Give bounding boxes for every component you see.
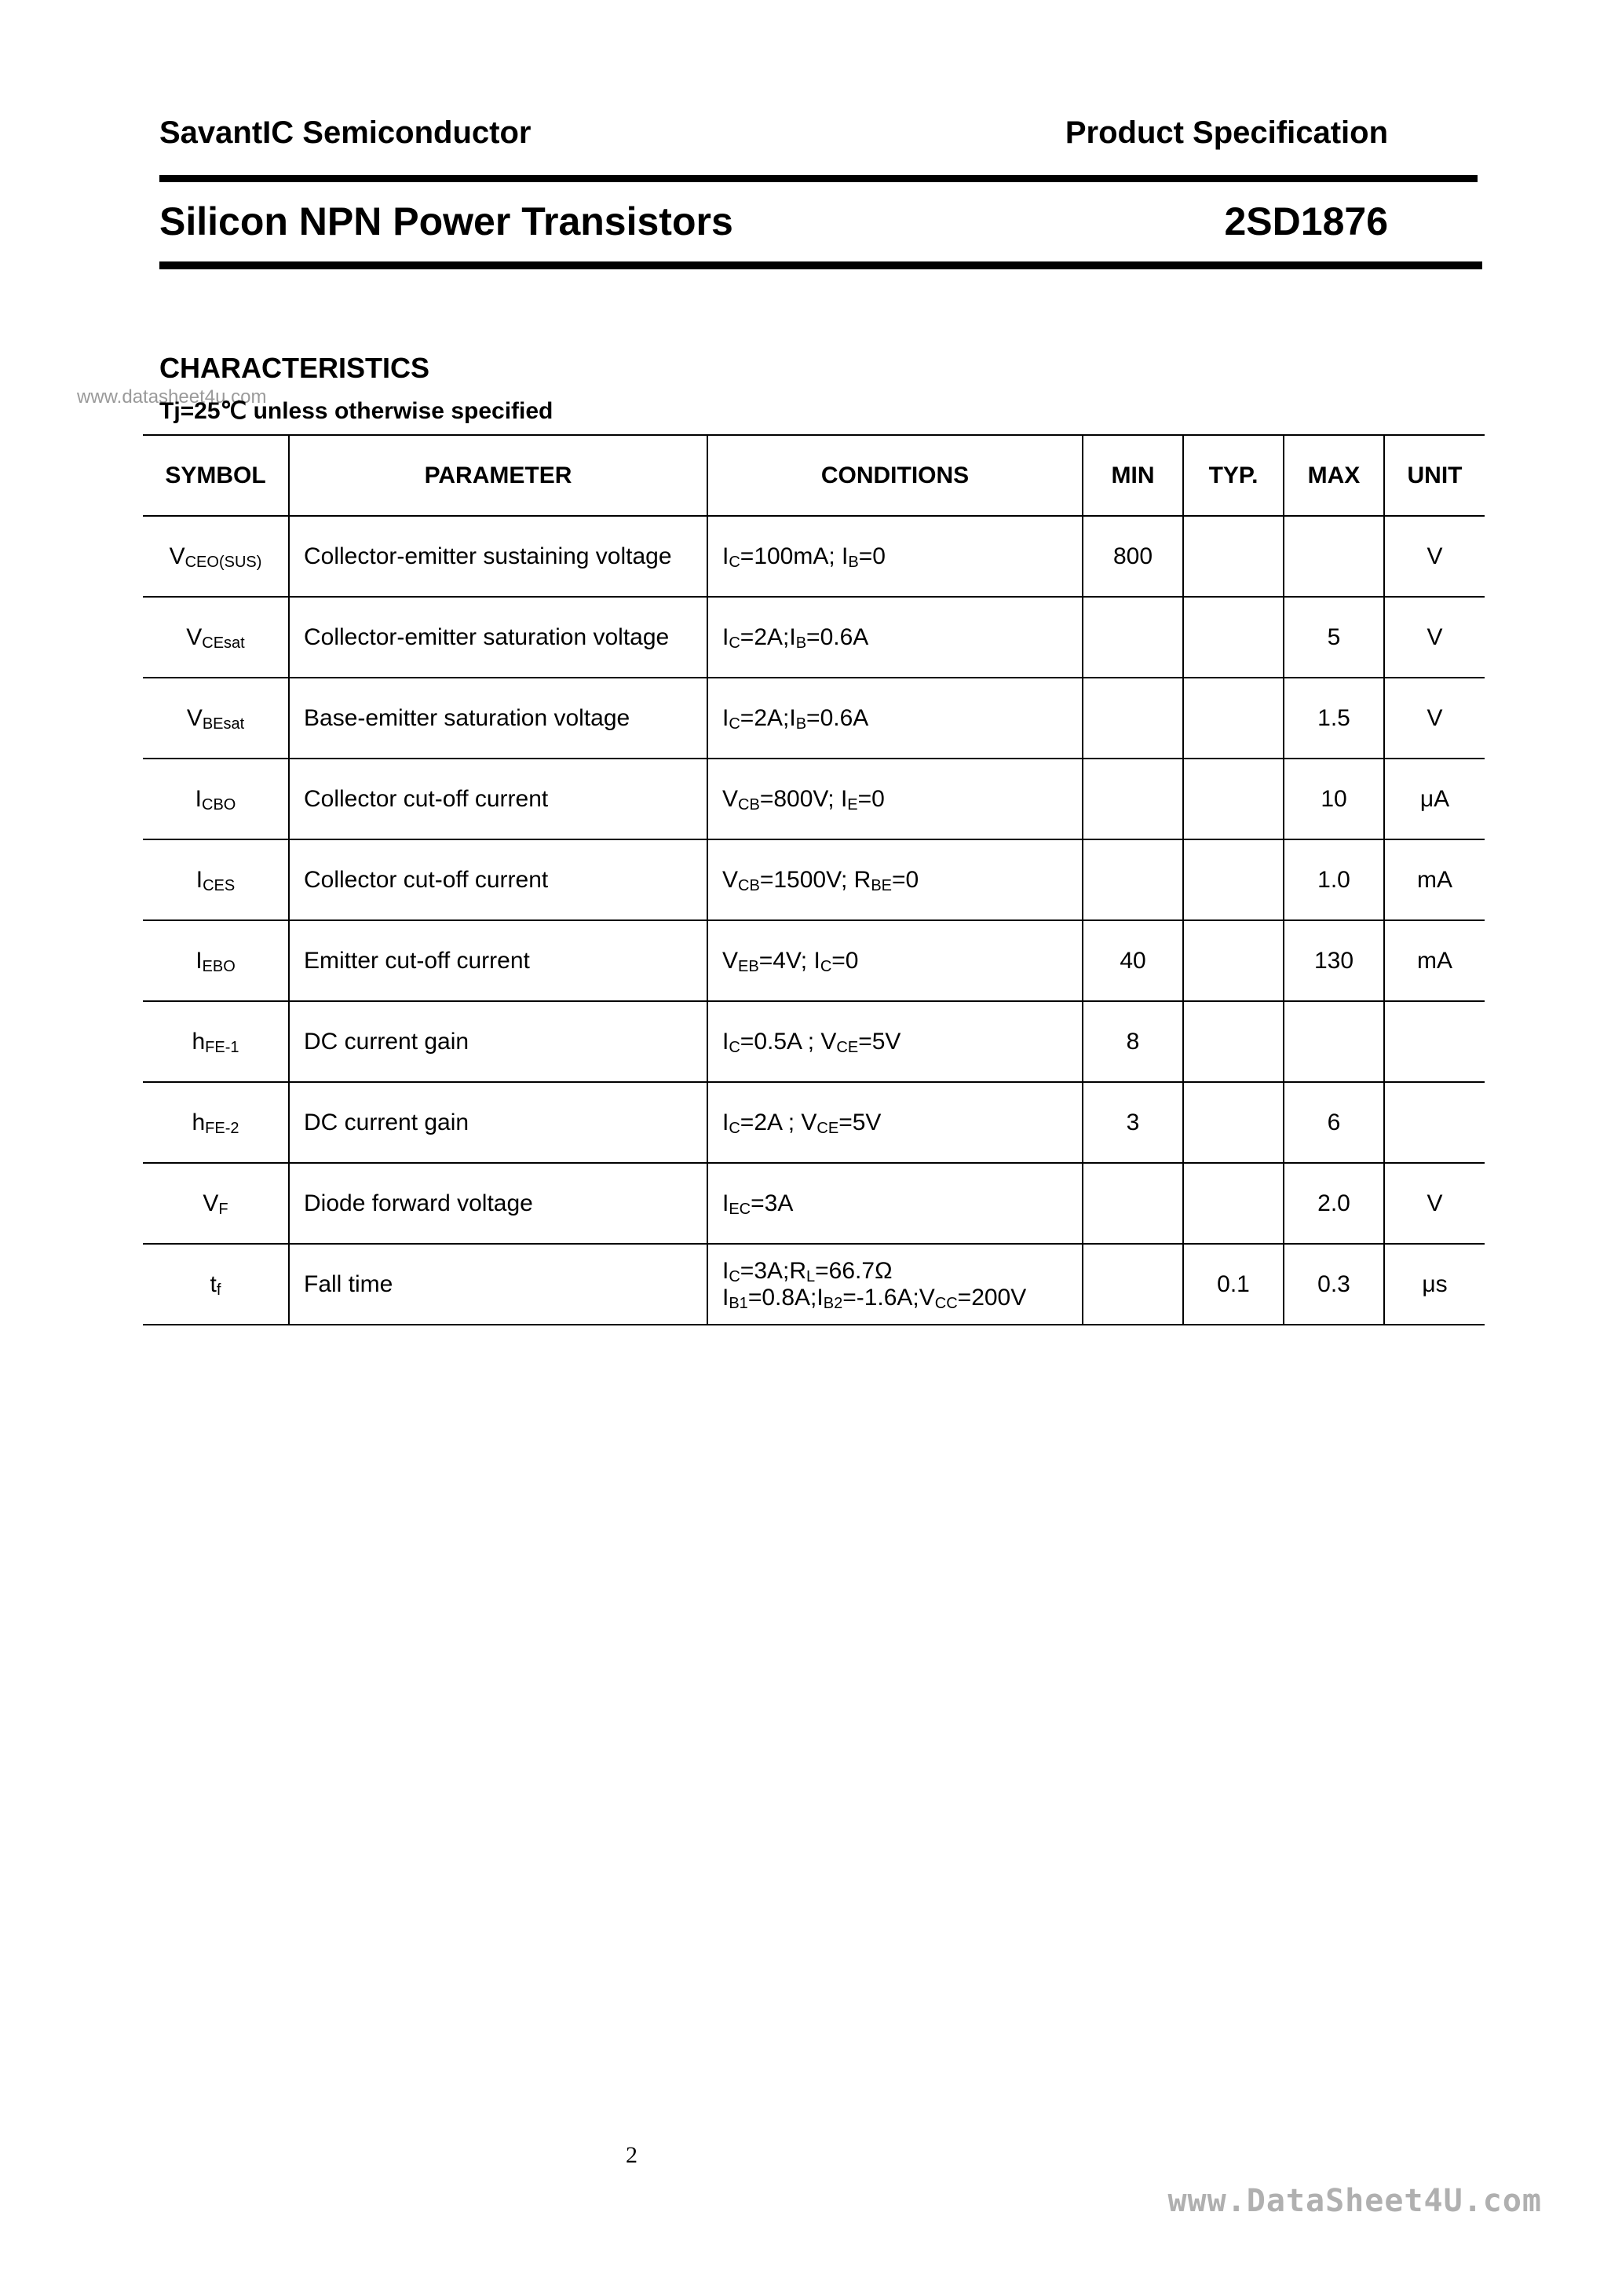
page-number: 2 [626,2142,637,2168]
unit-cell: V [1384,1163,1485,1244]
parameter-cell: Fall time [289,1244,707,1325]
symbol-cell: $I_{EBO}$ [143,920,289,1001]
unit-cell [1384,1082,1485,1163]
max-cell: 2.0 [1284,1163,1384,1244]
symbol-cell: $V_F$ [143,1163,289,1244]
max-cell [1284,516,1384,597]
unit-cell [1384,1001,1485,1082]
typ-cell [1183,597,1284,678]
min-cell [1083,1244,1183,1325]
document-type: Product Specification [1065,115,1388,150]
table-row [143,759,1485,839]
conditions-cell: $I_C=2A;I_B=0.6A$ [707,597,1083,678]
symbol-cell: $h_{FE-1}$ [143,1001,289,1082]
column-header-min: MIN [1083,435,1183,516]
unit-cell: V [1384,678,1485,759]
typ-cell [1183,516,1284,597]
typ-cell [1183,759,1284,839]
watermark-top: www.datasheet4u.com [77,386,267,408]
unit-cell: mA [1384,920,1485,1001]
max-cell [1284,1001,1384,1082]
typ-cell: 0.1 [1183,1244,1284,1325]
unit-cell: μs [1384,1244,1485,1325]
typ-cell [1183,839,1284,920]
symbol-cell: $t_f$ [143,1244,289,1325]
min-cell [1083,678,1183,759]
symbol-cell: $I_{CES}$ [143,839,289,920]
header-rule-top [159,175,1478,182]
parameter-cell: Emitter cut-off current [289,920,707,1001]
unit-cell: V [1384,597,1485,678]
table-row [143,1163,1485,1244]
parameter-cell: DC current gain [289,1001,707,1082]
min-cell: 40 [1083,920,1183,1001]
unit-cell: mA [1384,839,1485,920]
characteristics-table [143,434,1485,1325]
unit-cell: μA [1384,759,1485,839]
symbol-cell: $h_{FE-2}$ [143,1082,289,1163]
table-header-row [143,435,1485,516]
min-cell: 3 [1083,1082,1183,1163]
table-row [143,678,1485,759]
max-cell: 0.3 [1284,1244,1384,1325]
parameter-cell: DC current gain [289,1082,707,1163]
column-header-symbol: SYMBOL [143,435,289,516]
max-cell: 130 [1284,920,1384,1001]
typ-cell [1183,920,1284,1001]
max-cell: 10 [1284,759,1384,839]
table-row [143,839,1485,920]
watermark-bottom: www.DataSheet4U.com [1167,2183,1542,2219]
min-cell [1083,839,1183,920]
parameter-cell: Collector cut-off current [289,759,707,839]
table-row [143,597,1485,678]
min-cell: 8 [1083,1001,1183,1082]
table-row [143,516,1485,597]
conditions-cell: $I_C=0.5A$ ; $V_{CE}=5V$ [707,1001,1083,1082]
conditions-cell: $V_{CB}=800V$; $I_E=0$ [707,759,1083,839]
column-header-unit: UNIT [1384,435,1485,516]
min-cell [1083,1163,1183,1244]
table-row [143,1244,1485,1325]
symbol-cell: $V_{CEO(SUS)}$ [143,516,289,597]
parameter-cell: Diode forward voltage [289,1163,707,1244]
min-cell: 800 [1083,516,1183,597]
part-number: 2SD1876 [1224,199,1388,243]
parameter-cell: Collector-emitter sustaining voltage [289,516,707,597]
column-header-typ: TYP. [1183,435,1284,516]
symbol-cell: $I_{CBO}$ [143,759,289,839]
typ-cell [1183,1163,1284,1244]
parameter-cell: Collector cut-off current [289,839,707,920]
conditions-cell: $I_C=100mA$; $I_B=0$ [707,516,1083,597]
typ-cell [1183,1082,1284,1163]
table-body [143,516,1485,1325]
table-row [143,920,1485,1001]
product-title: Silicon NPN Power Transistors [159,199,733,243]
parameter-cell: Base-emitter saturation voltage [289,678,707,759]
symbol-cell: $V_{CEsat}$ [143,597,289,678]
parameter-cell: Collector-emitter saturation voltage [289,597,707,678]
conditions-cell: $I_C=2A;I_B=0.6A$ [707,678,1083,759]
company-name: SavantIC Semiconductor [159,115,532,150]
table-row [143,1001,1485,1082]
min-cell [1083,597,1183,678]
symbol-cell: $V_{BEsat}$ [143,678,289,759]
table-row [143,1082,1485,1163]
unit-cell: V [1384,516,1485,597]
max-cell: 1.0 [1284,839,1384,920]
max-cell: 1.5 [1284,678,1384,759]
column-header-conditions: CONDITIONS [707,435,1083,516]
min-cell [1083,759,1183,839]
header-rule-bottom [159,261,1482,269]
max-cell: 5 [1284,597,1384,678]
section-title: CHARACTERISTICS [159,352,430,384]
section-condition: Tj=25℃ unless otherwise specified [159,398,553,424]
column-header-parameter: PARAMETER [289,435,707,516]
typ-cell [1183,1001,1284,1082]
conditions-cell: $V_{CB}=1500V$; $R_{BE}=0$ [707,839,1083,920]
conditions-cell: $I_{EC}=3A$ [707,1163,1083,1244]
column-header-max: MAX [1284,435,1384,516]
conditions-cell: $I_C=2A$ ; $V_{CE}=5V$ [707,1082,1083,1163]
typ-cell [1183,678,1284,759]
max-cell: 6 [1284,1082,1384,1163]
conditions-cell: $V_{EB}=4V$; $I_C=0$ [707,920,1083,1001]
conditions-cell: $I_C=3A;R_L=66.7\Omega$ $I_{B1}=0.8A;I_{B2}=-1.6A;V_{CC}=200V$ [707,1244,1083,1325]
